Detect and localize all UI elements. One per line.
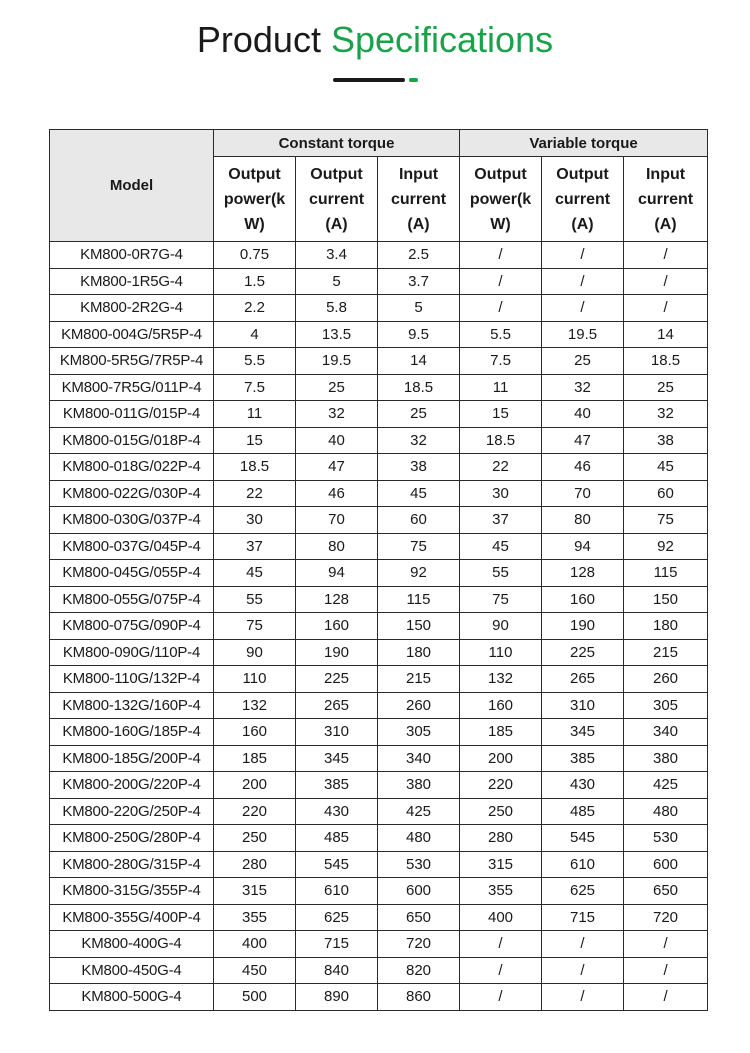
ct-output-power-cell: 90	[214, 639, 296, 666]
vt-input-current-cell: 150	[624, 586, 708, 613]
vt-output-power-cell: /	[460, 295, 542, 322]
vt-output-power-cell: /	[460, 931, 542, 958]
table-body	[50, 242, 708, 1011]
table-row	[50, 639, 708, 666]
vt-output-power-cell: 11	[460, 374, 542, 401]
ct-output-power-cell: 2.2	[214, 295, 296, 322]
header-line: Output	[474, 165, 527, 183]
table-row	[50, 904, 708, 931]
header-line: (A)	[571, 215, 594, 233]
ct-output-current-cell: 265	[296, 692, 378, 719]
ct-output-power-cell: 315	[214, 878, 296, 905]
vt-output-current-cell: 80	[542, 507, 624, 534]
ct-input-current-cell: 340	[378, 745, 460, 772]
ct-output-current-cell: 715	[296, 931, 378, 958]
ct-output-current-cell: 625	[296, 904, 378, 931]
vt-output-current-cell: 625	[542, 878, 624, 905]
header-line: Output	[310, 165, 363, 183]
ct-output-power-cell: 11	[214, 401, 296, 428]
specifications-table	[49, 129, 708, 1011]
vt-input-current-cell: 650	[624, 878, 708, 905]
table-row	[50, 454, 708, 481]
vt-input-current-cell: 32	[624, 401, 708, 428]
header-line: (A)	[325, 215, 348, 233]
ct-output-current-cell: 13.5	[296, 321, 378, 348]
vt-output-power-header	[460, 157, 542, 242]
title-underline-bar	[333, 78, 405, 82]
vt-input-current-cell: 720	[624, 904, 708, 931]
ct-output-power-cell: 30	[214, 507, 296, 534]
vt-output-current-cell: 40	[542, 401, 624, 428]
table-row	[50, 374, 708, 401]
vt-output-current-cell: 160	[542, 586, 624, 613]
ct-input-current-cell: 215	[378, 666, 460, 693]
header-line: power(k	[469, 190, 532, 208]
vt-output-power-cell: 110	[460, 639, 542, 666]
ct-output-power-cell: 355	[214, 904, 296, 931]
model-cell: KM800-355G/400P-4	[50, 904, 214, 931]
vt-output-current-cell: 715	[542, 904, 624, 931]
ct-output-current-cell: 128	[296, 586, 378, 613]
vt-output-current-cell: 70	[542, 480, 624, 507]
ct-output-power-cell: 132	[214, 692, 296, 719]
ct-output-power-cell: 250	[214, 825, 296, 852]
vt-output-current-cell: /	[542, 931, 624, 958]
vt-output-power-cell: 355	[460, 878, 542, 905]
vt-output-current-cell: 128	[542, 560, 624, 587]
vt-output-current-cell: 545	[542, 825, 624, 852]
ct-input-current-cell: 180	[378, 639, 460, 666]
vt-output-power-cell: /	[460, 242, 542, 269]
model-cell: KM800-0R7G-4	[50, 242, 214, 269]
vt-output-current-cell: 385	[542, 745, 624, 772]
model-cell: KM800-220G/250P-4	[50, 798, 214, 825]
ct-output-current-cell: 46	[296, 480, 378, 507]
ct-output-power-cell: 280	[214, 851, 296, 878]
ct-output-current-cell: 5.8	[296, 295, 378, 322]
ct-input-current-cell: 18.5	[378, 374, 460, 401]
table-row	[50, 348, 708, 375]
vt-input-current-cell: /	[624, 295, 708, 322]
header-line: (A)	[654, 215, 677, 233]
table-row	[50, 878, 708, 905]
table-row	[50, 295, 708, 322]
vt-output-power-cell: 22	[460, 454, 542, 481]
vt-output-current-cell: /	[542, 268, 624, 295]
vt-output-power-cell: /	[460, 268, 542, 295]
ct-input-current-cell: 260	[378, 692, 460, 719]
ct-input-current-cell: 25	[378, 401, 460, 428]
vt-output-power-cell: 18.5	[460, 427, 542, 454]
vt-input-current-cell: /	[624, 268, 708, 295]
constant-torque-header: Constant torque	[214, 130, 460, 157]
ct-input-current-cell: 92	[378, 560, 460, 587]
vt-input-current-cell: 45	[624, 454, 708, 481]
model-cell: KM800-132G/160P-4	[50, 692, 214, 719]
table-row	[50, 825, 708, 852]
vt-output-power-cell: 200	[460, 745, 542, 772]
model-cell: KM800-280G/315P-4	[50, 851, 214, 878]
vt-input-current-cell: 215	[624, 639, 708, 666]
vt-input-current-cell: 92	[624, 533, 708, 560]
model-cell: KM800-400G-4	[50, 931, 214, 958]
model-cell: KM800-110G/132P-4	[50, 666, 214, 693]
ct-output-current-cell: 545	[296, 851, 378, 878]
ct-input-current-cell: 32	[378, 427, 460, 454]
vt-output-power-cell: 315	[460, 851, 542, 878]
ct-output-current-cell: 310	[296, 719, 378, 746]
vt-output-power-cell: 30	[460, 480, 542, 507]
table-row	[50, 401, 708, 428]
ct-input-current-cell: 75	[378, 533, 460, 560]
vt-output-power-cell: 45	[460, 533, 542, 560]
vt-output-power-cell: 185	[460, 719, 542, 746]
model-cell: KM800-5R5G/7R5P-4	[50, 348, 214, 375]
ct-output-power-cell: 160	[214, 719, 296, 746]
vt-input-current-cell: 480	[624, 798, 708, 825]
vt-input-current-cell: /	[624, 242, 708, 269]
table-row	[50, 613, 708, 640]
ct-output-current-cell: 47	[296, 454, 378, 481]
ct-output-power-cell: 4	[214, 321, 296, 348]
ct-output-power-cell: 200	[214, 772, 296, 799]
model-cell: KM800-045G/055P-4	[50, 560, 214, 587]
header-line: current	[637, 190, 694, 208]
model-cell: KM800-090G/110P-4	[50, 639, 214, 666]
vt-input-current-cell: 600	[624, 851, 708, 878]
ct-input-current-cell: 425	[378, 798, 460, 825]
ct-input-current-cell: 3.7	[378, 268, 460, 295]
table-row	[50, 931, 708, 958]
ct-input-current-cell: 115	[378, 586, 460, 613]
ct-output-current-cell: 25	[296, 374, 378, 401]
model-cell: KM800-200G/220P-4	[50, 772, 214, 799]
ct-input-current-cell: 600	[378, 878, 460, 905]
ct-output-power-cell: 0.75	[214, 242, 296, 269]
vt-output-power-cell: 55	[460, 560, 542, 587]
table-row	[50, 480, 708, 507]
header-line: current	[308, 190, 365, 208]
vt-output-current-cell: /	[542, 242, 624, 269]
vt-input-current-cell: /	[624, 984, 708, 1011]
vt-output-current-cell: 190	[542, 613, 624, 640]
header-line: W)	[244, 215, 265, 233]
vt-output-current-cell: 485	[542, 798, 624, 825]
vt-output-current-cell: /	[542, 295, 624, 322]
table-group-header-row	[50, 130, 708, 157]
table-row	[50, 242, 708, 269]
vt-output-power-cell: /	[460, 984, 542, 1011]
header-line: W)	[490, 215, 511, 233]
ct-output-current-cell: 32	[296, 401, 378, 428]
ct-output-current-cell: 345	[296, 745, 378, 772]
model-cell: KM800-7R5G/011P-4	[50, 374, 214, 401]
table-row	[50, 666, 708, 693]
model-column-header: Model	[50, 130, 214, 242]
model-cell: KM800-185G/200P-4	[50, 745, 214, 772]
ct-output-power-cell: 110	[214, 666, 296, 693]
model-cell: KM800-037G/045P-4	[50, 533, 214, 560]
ct-output-current-cell: 840	[296, 957, 378, 984]
model-cell: KM800-030G/037P-4	[50, 507, 214, 534]
ct-input-current-cell: 14	[378, 348, 460, 375]
ct-output-current-cell: 160	[296, 613, 378, 640]
ct-output-current-cell: 385	[296, 772, 378, 799]
model-cell: KM800-004G/5R5P-4	[50, 321, 214, 348]
table-row	[50, 957, 708, 984]
vt-output-power-cell: 7.5	[460, 348, 542, 375]
ct-output-power-cell: 7.5	[214, 374, 296, 401]
table-row	[50, 772, 708, 799]
ct-output-power-cell: 185	[214, 745, 296, 772]
header-line: Output	[556, 165, 609, 183]
table-row	[50, 719, 708, 746]
vt-input-current-cell: 38	[624, 427, 708, 454]
ct-output-current-cell: 225	[296, 666, 378, 693]
vt-output-power-cell: 90	[460, 613, 542, 640]
ct-output-current-cell: 430	[296, 798, 378, 825]
vt-output-power-cell: 5.5	[460, 321, 542, 348]
ct-output-current-header	[296, 157, 378, 242]
title-part-product: Product	[196, 19, 321, 60]
ct-output-current-cell: 19.5	[296, 348, 378, 375]
ct-output-current-cell: 485	[296, 825, 378, 852]
vt-output-power-cell: 160	[460, 692, 542, 719]
table-row	[50, 984, 708, 1011]
vt-output-current-cell: 310	[542, 692, 624, 719]
ct-input-current-header	[378, 157, 460, 242]
model-cell: KM800-1R5G-4	[50, 268, 214, 295]
ct-output-power-cell: 450	[214, 957, 296, 984]
table-row	[50, 321, 708, 348]
vt-output-power-cell: 280	[460, 825, 542, 852]
ct-input-current-cell: 530	[378, 851, 460, 878]
ct-input-current-cell: 380	[378, 772, 460, 799]
variable-torque-header: Variable torque	[460, 130, 708, 157]
ct-output-power-cell: 5.5	[214, 348, 296, 375]
vt-output-current-cell: /	[542, 957, 624, 984]
ct-output-current-cell: 890	[296, 984, 378, 1011]
ct-output-power-cell: 1.5	[214, 268, 296, 295]
ct-input-current-cell: 860	[378, 984, 460, 1011]
vt-input-current-header	[624, 157, 708, 242]
table-row	[50, 427, 708, 454]
ct-output-current-cell: 94	[296, 560, 378, 587]
vt-input-current-cell: 25	[624, 374, 708, 401]
vt-output-power-cell: 132	[460, 666, 542, 693]
table-row	[50, 268, 708, 295]
ct-input-current-cell: 38	[378, 454, 460, 481]
vt-output-power-cell: /	[460, 957, 542, 984]
ct-input-current-cell: 150	[378, 613, 460, 640]
ct-input-current-cell: 45	[378, 480, 460, 507]
vt-input-current-cell: 14	[624, 321, 708, 348]
table-row	[50, 560, 708, 587]
vt-input-current-cell: 305	[624, 692, 708, 719]
ct-output-current-cell: 70	[296, 507, 378, 534]
ct-output-current-cell: 5	[296, 268, 378, 295]
model-cell: KM800-500G-4	[50, 984, 214, 1011]
vt-output-current-cell: 19.5	[542, 321, 624, 348]
vt-input-current-cell: 75	[624, 507, 708, 534]
vt-output-current-cell: 32	[542, 374, 624, 401]
vt-input-current-cell: 530	[624, 825, 708, 852]
ct-output-current-cell: 3.4	[296, 242, 378, 269]
model-cell: KM800-160G/185P-4	[50, 719, 214, 746]
model-cell: KM800-2R2G-4	[50, 295, 214, 322]
ct-input-current-cell: 480	[378, 825, 460, 852]
vt-input-current-cell: 60	[624, 480, 708, 507]
vt-output-current-cell: 94	[542, 533, 624, 560]
model-cell: KM800-315G/355P-4	[50, 878, 214, 905]
table-row	[50, 745, 708, 772]
model-cell: KM800-015G/018P-4	[50, 427, 214, 454]
vt-input-current-cell: 18.5	[624, 348, 708, 375]
model-cell: KM800-055G/075P-4	[50, 586, 214, 613]
table-row	[50, 798, 708, 825]
ct-output-power-cell: 45	[214, 560, 296, 587]
table-row	[50, 586, 708, 613]
title-part-specifications: Specifications	[330, 19, 554, 60]
ct-output-current-cell: 610	[296, 878, 378, 905]
header-line: Input	[645, 165, 686, 183]
vt-output-current-cell: 25	[542, 348, 624, 375]
ct-input-current-cell: 820	[378, 957, 460, 984]
vt-output-current-cell: 345	[542, 719, 624, 746]
vt-input-current-cell: 425	[624, 772, 708, 799]
vt-output-power-cell: 250	[460, 798, 542, 825]
ct-input-current-cell: 2.5	[378, 242, 460, 269]
vt-output-current-cell: 610	[542, 851, 624, 878]
vt-output-power-cell: 220	[460, 772, 542, 799]
table-row	[50, 507, 708, 534]
header-line: (A)	[407, 215, 430, 233]
ct-input-current-cell: 60	[378, 507, 460, 534]
ct-output-current-cell: 40	[296, 427, 378, 454]
vt-input-current-cell: /	[624, 931, 708, 958]
vt-output-power-cell: 15	[460, 401, 542, 428]
ct-output-power-cell: 55	[214, 586, 296, 613]
vt-output-current-cell: 225	[542, 639, 624, 666]
model-cell: KM800-450G-4	[50, 957, 214, 984]
vt-output-power-cell: 400	[460, 904, 542, 931]
ct-input-current-cell: 9.5	[378, 321, 460, 348]
vt-input-current-cell: 380	[624, 745, 708, 772]
header-line: Output	[228, 165, 281, 183]
table-row	[50, 692, 708, 719]
ct-output-power-header	[214, 157, 296, 242]
vt-output-current-header	[542, 157, 624, 242]
vt-output-current-cell: 47	[542, 427, 624, 454]
ct-output-power-cell: 220	[214, 798, 296, 825]
model-cell: KM800-250G/280P-4	[50, 825, 214, 852]
ct-output-power-cell: 400	[214, 931, 296, 958]
ct-input-current-cell: 650	[378, 904, 460, 931]
header-line: current	[554, 190, 611, 208]
vt-input-current-cell: 115	[624, 560, 708, 587]
title-underline-accent	[409, 78, 418, 82]
table-row	[50, 851, 708, 878]
vt-input-current-cell: 340	[624, 719, 708, 746]
model-cell: KM800-018G/022P-4	[50, 454, 214, 481]
vt-output-power-cell: 37	[460, 507, 542, 534]
vt-output-current-cell: 430	[542, 772, 624, 799]
ct-output-power-cell: 18.5	[214, 454, 296, 481]
vt-input-current-cell: 180	[624, 613, 708, 640]
ct-output-current-cell: 190	[296, 639, 378, 666]
vt-output-current-cell: 46	[542, 454, 624, 481]
ct-output-power-cell: 75	[214, 613, 296, 640]
vt-output-current-cell: /	[542, 984, 624, 1011]
header-line: Input	[398, 165, 439, 183]
vt-output-current-cell: 265	[542, 666, 624, 693]
ct-output-power-cell: 15	[214, 427, 296, 454]
vt-input-current-cell: 260	[624, 666, 708, 693]
vt-output-power-cell: 75	[460, 586, 542, 613]
ct-output-power-cell: 22	[214, 480, 296, 507]
page-title	[0, 18, 750, 62]
vt-input-current-cell: /	[624, 957, 708, 984]
header-line: current	[390, 190, 447, 208]
header-line: power(k	[223, 190, 286, 208]
ct-input-current-cell: 305	[378, 719, 460, 746]
table-row	[50, 533, 708, 560]
model-cell: KM800-011G/015P-4	[50, 401, 214, 428]
ct-input-current-cell: 720	[378, 931, 460, 958]
ct-output-current-cell: 80	[296, 533, 378, 560]
model-cell: KM800-022G/030P-4	[50, 480, 214, 507]
ct-input-current-cell: 5	[378, 295, 460, 322]
model-cell: KM800-075G/090P-4	[50, 613, 214, 640]
ct-output-power-cell: 500	[214, 984, 296, 1011]
ct-output-power-cell: 37	[214, 533, 296, 560]
